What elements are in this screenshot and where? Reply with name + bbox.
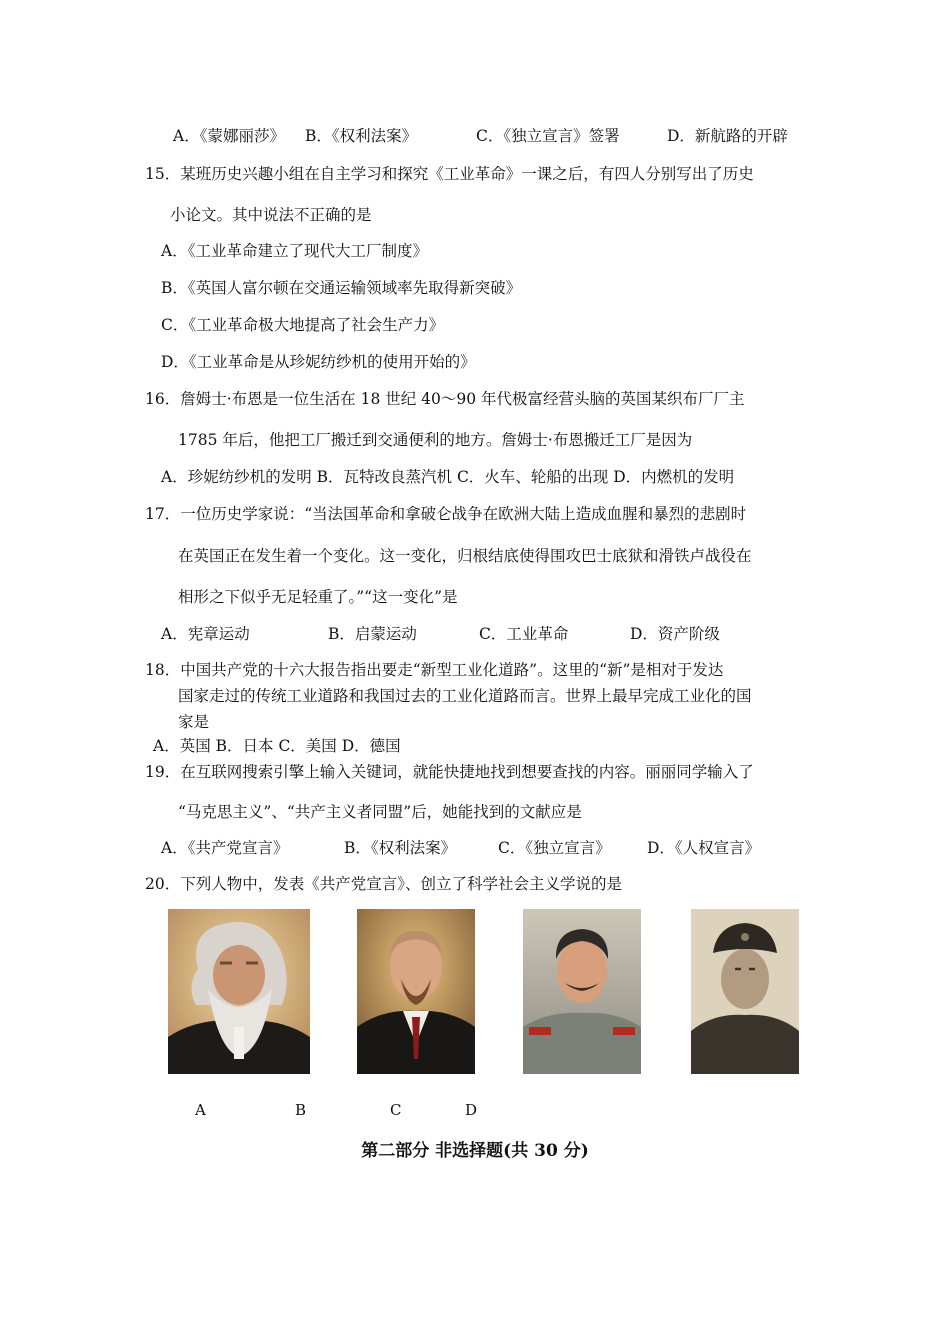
q19-option-d: D．《人权宣言》	[647, 839, 761, 857]
q15-option-d: D．《工业革命是从珍妮纺纱机的使用开始的》	[161, 353, 476, 371]
q18-stem-line1: 18．中国共产党的十六大报告指出要走“新型工业化道路”。这里的“新”是相对于发达	[145, 661, 724, 679]
q17-stem-line3: 相形之下似乎无足轻重了。”“这一变化”是	[178, 588, 458, 606]
portrait-c-image	[523, 909, 641, 1074]
q16-stem-line1: 16．詹姆士·布恩是一位生活在 18 世纪 40～90 年代极富经营头脑的英国某织布厂厂主	[145, 390, 745, 408]
q18-stem-line2: 国家走过的传统工业道路和我国过去的工业化道路而言。世界上最早完成工业化的国	[178, 687, 752, 705]
q17-option-a: A．宪章运动	[161, 625, 250, 643]
portrait-label-d: D	[465, 1101, 478, 1119]
q17-stem-line1: 17．一位历史学家说：“当法国革命和拿破仑战争在欧洲大陆上造成血腥和暴烈的悲剧时	[145, 505, 747, 523]
portrait-d-image	[691, 909, 799, 1074]
q14-option-b: B．《权利法案》	[305, 127, 418, 145]
q14-options-row	[173, 126, 788, 146]
q19-stem-line2: “马克思主义”、“共产主义者同盟”后，她能找到的文献应是	[178, 803, 582, 821]
portrait-label-b: B	[295, 1101, 307, 1119]
q20-stem: 20．下列人物中，发表《共产党宣言》、创立了科学社会主义学说的是	[145, 875, 622, 893]
q17-stem-line2: 在英国正在发生着一个变化。这一变化，归根结底使得围攻巴士底狱和滑铁卢战役在	[178, 547, 752, 565]
q17-option-d: D．资产阶级	[630, 625, 720, 643]
q16-options: A．珍妮纺纱机的发明 B．瓦特改良蒸汽机 C．火车、轮船的出现 D．内燃机的发明	[161, 468, 735, 486]
q18-options: A．英国 B．日本 C．美国 D．德国	[153, 737, 401, 755]
q14-option-a: A．《蒙娜丽莎》	[173, 127, 285, 145]
q15-option-b: B．《英国人富尔顿在交通运输领域率先取得新突破》	[161, 279, 522, 297]
q18-stem-line3: 家是	[178, 713, 210, 731]
q15-option-c: C．《工业革命极大地提高了社会生产力》	[161, 316, 445, 334]
part-two-heading: 第二部分 非选择题(共 30 分)	[361, 1141, 589, 1161]
q19-option-b: B．《权利法案》	[344, 839, 457, 857]
q19-option-c: C．《独立宣言》	[498, 839, 611, 857]
portrait-b-image	[357, 909, 475, 1074]
q19-stem-line1: 19．在互联网搜索引擎上输入关键词，就能快捷地找到想要查找的内容。丽丽同学输入了	[145, 763, 754, 781]
q14-option-d: D．新航路的开辟	[667, 127, 788, 145]
q17-option-b: B．启蒙运动	[328, 625, 417, 643]
q14-option-c: C．《独立宣言》签署	[476, 127, 620, 145]
q19-options-row	[161, 838, 761, 858]
q15-stem-line1: 15．某班历史兴趣小组在自主学习和探究《工业革命》一课之后，有四人分别写出了历史	[145, 165, 754, 183]
q16-stem-line2: 1785 年后，他把工厂搬迁到交通便利的地方。詹姆士·布恩搬迁工厂是因为	[178, 431, 693, 449]
q17-options-row	[161, 624, 720, 644]
portrait-a-image	[168, 909, 310, 1074]
portrait-label-a: A	[195, 1101, 206, 1119]
q19-option-a: A．《共产党宣言》	[161, 839, 289, 857]
q15-option-a: A．《工业革命建立了现代大工厂制度》	[161, 242, 428, 260]
q17-option-c: C．工业革命	[479, 625, 569, 643]
portrait-label-c: C	[390, 1101, 402, 1119]
q15-stem-line2: 小论文。其中说法不正确的是	[170, 206, 372, 224]
